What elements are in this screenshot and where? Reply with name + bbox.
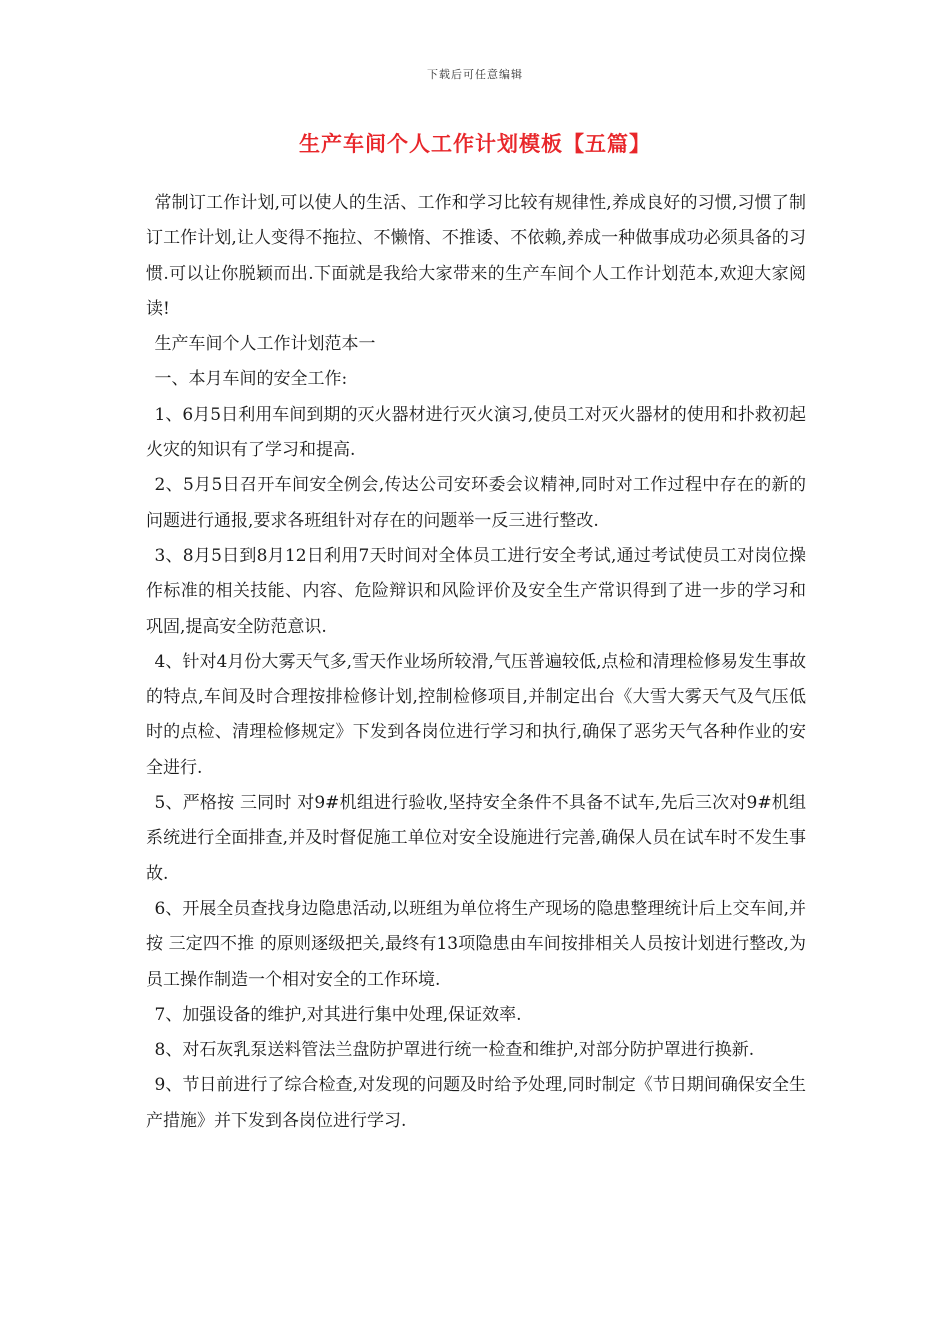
header-note: 下载后可任意编辑 (427, 68, 523, 81)
list-item: 9、节日前进行了综合检查,对发现的问题及时给予处理,同时制定《节日期间确保安全生产措施》并下发到各岗位进行学习. (146, 1075, 806, 1131)
list-item: 5、严格按 三同时 对9#机组进行验收,坚持安全条件不具备不试车,先后三次对9#机组系统进行全面排查,并及时督促施工单位对安全设施进行完善,确保人员在试车时不发生事故. (146, 793, 806, 884)
list-item: 7、加强设备的维护,对其进行集中处理,保证效率. (154, 1004, 522, 1025)
list-item: 4、针对4月份大雾天气多,雪天作业场所较滑,气压普遍较低,点检和清理检修易发生事故的特点,车间及时合理按排检修计划,控制检修项目,并制定出台《大雪大雾天气及气压低时的点检、清理检修规定》下发到各岗位进行学习和执行,确保了恶劣天气各种作业的安全进行. (146, 651, 806, 778)
list-item: 8、对石灰乳泵送料管法兰盘防护罩进行统一检查和维护,对部分防护罩进行换新. (154, 1040, 755, 1061)
list-item: 3、8月5日到8月12日利用7天时间对全体员工进行安全考试,通过考试使员工对岗位操作标准的相关技能、内容、危险辩识和风险评价及安全生产常识得到了进一步的学习和巩固,提高安全防范意识. (146, 545, 806, 637)
subsection-heading: 一、本月车间的安全工作: (154, 369, 348, 390)
section-heading: 生产车间个人工作计划范本一 (154, 334, 376, 355)
list-item: 1、6月5日利用车间到期的灭火器材进行灭火演习,使员工对灭火器材的使用和扑救初起火灾的知识有了学习和提高. (146, 404, 806, 461)
list-item: 2、5月5日召开车间安全例会,传达公司安环委会议精神,同时对工作过程中存在的新的问题进行通报,要求各班组针对存在的问题举一反三进行整改. (146, 475, 806, 531)
document-body (146, 186, 806, 1139)
list-item: 6、开展全员查找身边隐患活动,以班组为单位将生产现场的隐患整理统计后上交车间,并按 三定四不推 的原则逐级把关,最终有13项隐患由车间按排相关人员按计划进行整改,为员工操作制造一个相对安全的工作环境. (146, 898, 806, 990)
page-title: 生产车间个人工作计划模板【五篇】 (299, 132, 651, 156)
intro-paragraph: 常制订工作计划,可以使人的生活、工作和学习比较有规律性,养成良好的习惯,习惯了制订工作计划,让人变得不拖拉、不懒惰、不推诿、不依赖,养成一种做事成功必须具备的习惯.可以让你脱颖而出.下面就是我给大家带来的生产车间个人工作计划范本,欢迎大家阅读! (146, 193, 806, 319)
